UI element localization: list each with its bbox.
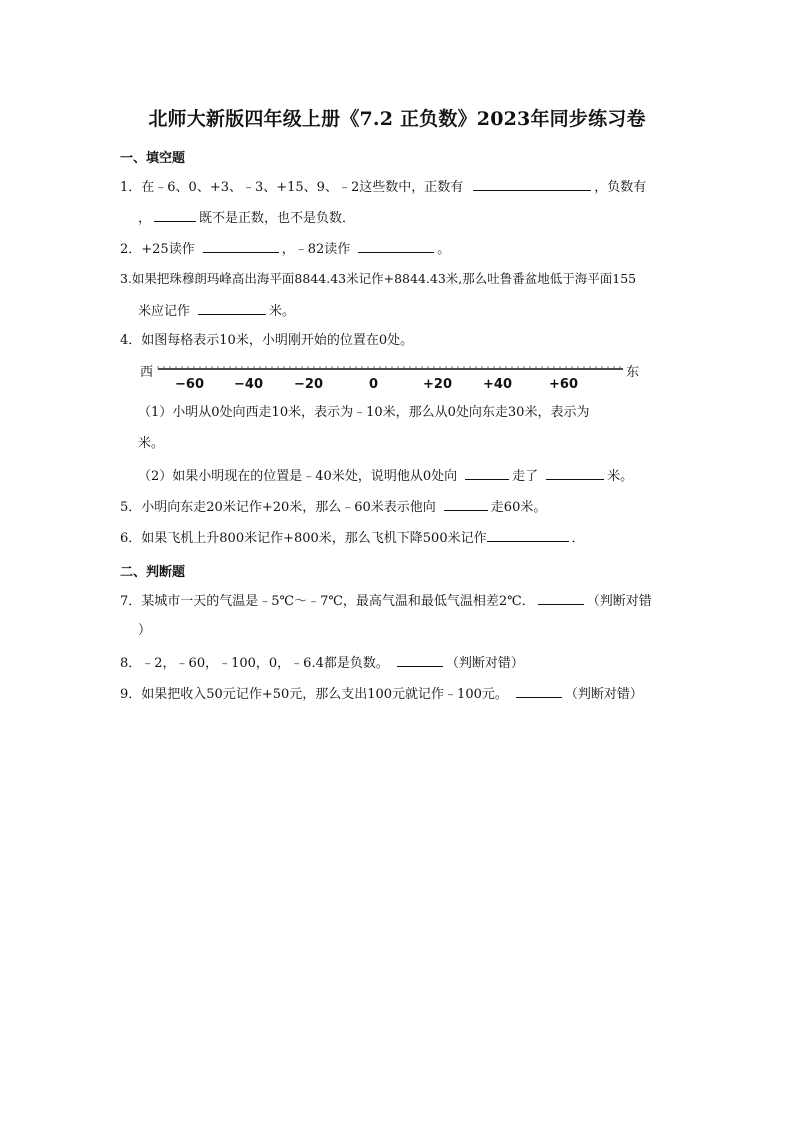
tick-label: +40 bbox=[483, 377, 512, 392]
question-1-line-1: 1．在﹣6、0、+3、﹣3、+15、9、﹣2这些数中，正数有 ，负数有 bbox=[120, 180, 647, 195]
section-true-false: 二、判断题 bbox=[120, 565, 186, 580]
tick-label: +20 bbox=[423, 377, 452, 392]
question-6: 6．如果飞机上升800米记作+800米，那么飞机下降500米记作 ． bbox=[120, 531, 585, 546]
question-5: 5．小明向东走20米记作+20米，那么﹣60米表示他向 走60米。 bbox=[120, 500, 547, 515]
section-fill-blank: 一、填空题 bbox=[120, 151, 186, 166]
tick-label: +60 bbox=[549, 377, 578, 392]
page-title: 北师大新版四年级上册《7.2 正负数》2023年同步练习卷 bbox=[148, 108, 646, 130]
answer-blank[interactable] bbox=[465, 467, 509, 480]
question-4-sub-1-line-1: （1）小明从0处向西走10米，表示为﹣10米，那么从0处向东走30米，表示为 bbox=[138, 405, 590, 420]
question-7-line-1: 7．某城市一天的气温是﹣5℃～﹣7℃，最高气温和最低气温相差2℃． （判断对错 bbox=[120, 594, 652, 609]
answer-blank[interactable] bbox=[203, 240, 279, 253]
question-3-line-2: 米应记作 米。 bbox=[138, 304, 296, 319]
tick-label: −60 bbox=[175, 377, 204, 392]
question-4-sub-2: （2）如果小明现在的位置是﹣40米处，说明他从0处向 走了 米。 bbox=[138, 469, 634, 484]
question-1-line-2: ， 既不是正数，也不是负数． bbox=[138, 211, 356, 226]
tick-label: −20 bbox=[294, 377, 323, 392]
answer-blank[interactable] bbox=[538, 592, 584, 605]
answer-blank[interactable] bbox=[154, 209, 196, 222]
answer-blank[interactable] bbox=[516, 685, 562, 698]
answer-blank[interactable] bbox=[473, 178, 591, 191]
answer-blank[interactable] bbox=[546, 467, 604, 480]
tick-label: −40 bbox=[234, 377, 263, 392]
question-3-line-1: 3.如果把珠穆朗玛峰高出海平面8844.43米记作+8844.43米,那么吐鲁番盆地低于海平面155 bbox=[120, 271, 637, 286]
question-8: 8．﹣2，﹣60，﹣100，0，﹣6.4都是负数。 （判断对错） bbox=[120, 656, 524, 671]
question-4-stem: 4．如图每格表示10米，小明刚开始的位置在0处。 bbox=[120, 333, 414, 348]
question-7-line-2: ） bbox=[138, 623, 152, 638]
answer-blank[interactable] bbox=[358, 240, 434, 253]
number-line-figure bbox=[140, 361, 640, 393]
answer-blank[interactable] bbox=[198, 302, 266, 315]
answer-blank[interactable] bbox=[444, 498, 488, 511]
answer-blank[interactable] bbox=[487, 529, 569, 542]
question-2: 2．+25读作 ，﹣82读作 。 bbox=[120, 242, 451, 257]
question-4-sub-1-line-2: 米。 bbox=[138, 436, 165, 451]
tick-label: 0 bbox=[369, 377, 379, 392]
question-9: 9．如果把收入50元记作+50元，那么支出100元就记作﹣100元。 （判断对错） bbox=[120, 687, 643, 702]
west-label: 西 bbox=[140, 365, 154, 380]
east-label: 东 bbox=[626, 365, 640, 380]
answer-blank[interactable] bbox=[397, 654, 443, 667]
